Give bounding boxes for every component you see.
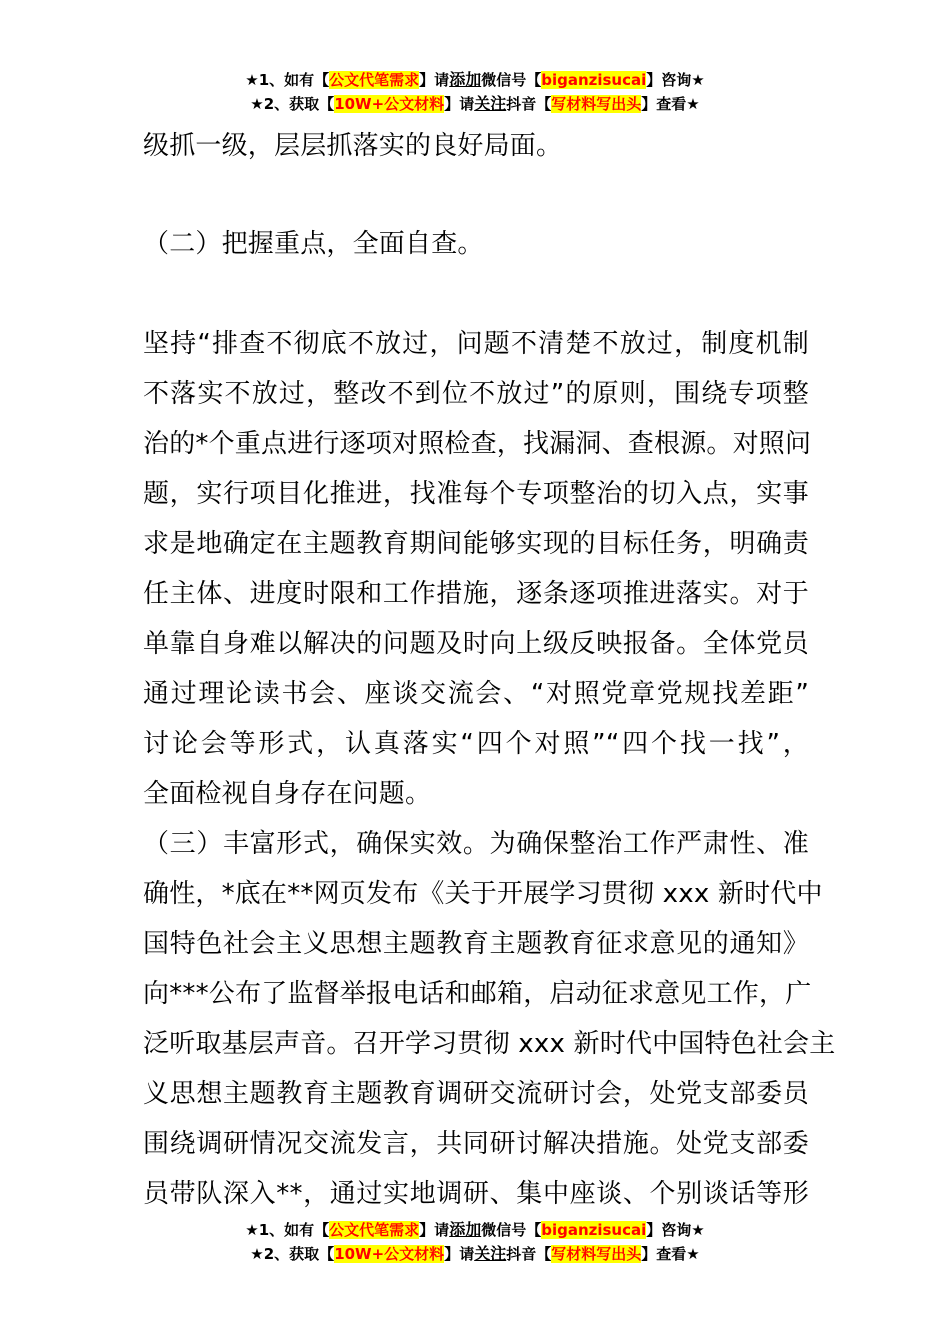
body-line: 治的*个重点进行逐项对照检查，找漏洞、查根源。对照问 (143, 429, 812, 459)
body-line: 讨论会等形式，认真落实“四个对照”“四个找一找”， (143, 729, 809, 759)
footer-line2-suffix: 】查看★ (641, 1245, 700, 1263)
body-line: 坚持“排查不彻底不放过，问题不清楚不放过，制度机制 (143, 329, 809, 359)
body-line: 求是地确定在主题教育期间能够实现的目标任务，明确责 (143, 529, 809, 559)
footer-line2-highlight-materials: 10W+公文材料 (334, 1245, 445, 1263)
footer-banner-line-2 (0, 1242, 950, 1266)
body-line: 围绕调研情况交流发言，共同研讨解决措施。处党支部委 (143, 1129, 809, 1159)
header-line2-highlight-materials: 10W+公文材料 (334, 95, 445, 113)
body-line: 单靠自身难以解决的问题及时向上级反映报备。全体党员 (143, 629, 809, 659)
header-line1-middle1: 】请 (419, 71, 450, 89)
body-text-block-1 (143, 121, 809, 171)
body-line: 义思想主题教育主题教育调研交流研讨会，处党支部委员 (143, 1079, 809, 1109)
body-line: 题，实行项目化推进，找准每个专项整治的切入点，实事 (143, 479, 809, 509)
footer-line2-emphasis: 关注 (474, 1244, 507, 1263)
header-line2-middle1: 】请 (444, 95, 475, 113)
footer-line2-middle1: 】请 (444, 1245, 475, 1263)
body-line: （三）丰富形式，确保实效。为确保整治工作严肃性、准 (143, 829, 809, 859)
section-heading-2 (143, 219, 809, 269)
footer-line2-highlight-douyin: 写材料写出头 (551, 1245, 642, 1263)
header-banner-line-2 (0, 92, 950, 116)
body-line: 向***公布了监督举报电话和邮箱，启动征求意见工作，广 (143, 979, 812, 1009)
header-line1-suffix: 】咨询★ (646, 71, 705, 89)
header-banner-line-1 (0, 68, 950, 92)
footer-line1-prefix: ★1、如有【 (245, 1221, 330, 1239)
body-line: 员带队深入**，通过实地调研、集中座谈、个别谈话等形 (143, 1179, 809, 1209)
footer-line1-middle1: 】请 (419, 1221, 450, 1239)
footer-line1-emphasis: 添加 (449, 1220, 482, 1239)
footer-banner-line-1 (0, 1218, 950, 1242)
footer-line2-middle2: 抖音【 (506, 1245, 552, 1263)
header-line1-highlight-wechat: biganzisucai (541, 71, 647, 89)
header-line1-middle2: 微信号【 (481, 71, 542, 89)
body-line: 通过理论读书会、座谈交流会、“对照党章党规找差距” (143, 679, 809, 709)
footer-banner (0, 1218, 950, 1266)
body-line: 任主体、进度时限和工作措施，逐条逐项推进落实。对于 (143, 579, 809, 609)
header-line2-middle2: 抖音【 (506, 95, 552, 113)
body-line: 全面检视自身存在问题。 (143, 779, 432, 809)
footer-line1-highlight-service: 公文代笔需求 (329, 1221, 420, 1239)
footer-line1-suffix: 】咨询★ (646, 1221, 705, 1239)
header-line1-highlight-service: 公文代笔需求 (329, 71, 420, 89)
header-line1-prefix: ★1、如有【 (245, 71, 330, 89)
header-line2-emphasis: 关注 (474, 94, 507, 113)
header-banner (0, 68, 950, 116)
body-line: 泛听取基层声音。召开学习贯彻 xxx 新时代中国特色社会主 (143, 1029, 836, 1059)
body-line: 级抓一级，层层抓落实的良好局面。 (143, 131, 563, 161)
header-line2-highlight-douyin: 写材料写出头 (551, 95, 642, 113)
body-line: 确性，*底在**网页发布《关于开展学习贯彻 xxx 新时代中 (143, 879, 823, 909)
footer-line1-middle2: 微信号【 (481, 1221, 542, 1239)
header-line2-suffix: 】查看★ (641, 95, 700, 113)
footer-line2-prefix: ★2、获取【 (250, 1245, 335, 1263)
body-line: 不落实不放过，整改不到位不放过”的原则，围绕专项整 (143, 379, 809, 409)
body-line: 国特色社会主义思想主题教育主题教育征求意见的通知》 (143, 929, 809, 959)
header-line1-emphasis: 添加 (449, 70, 482, 89)
section-heading-text: （二）把握重点，全面自查。 (143, 229, 484, 259)
header-line2-prefix: ★2、获取【 (250, 95, 335, 113)
body-paragraph (143, 319, 836, 1219)
footer-line1-highlight-wechat: biganzisucai (541, 1221, 647, 1239)
